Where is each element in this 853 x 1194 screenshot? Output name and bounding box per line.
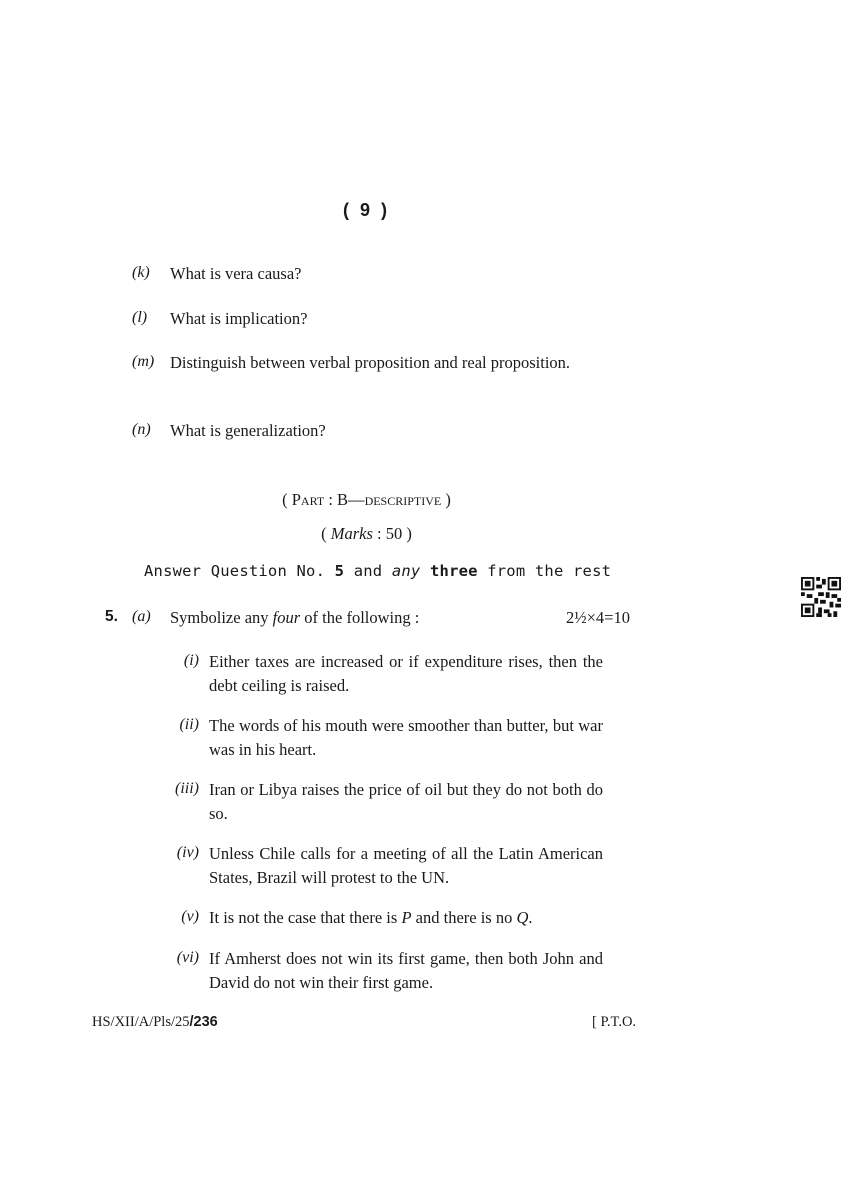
- question-5a-text: Symbolize any four of the following :: [170, 608, 420, 627]
- item-ii-text: The words of his mouth were smoother than butter, but war was in his heart.: [209, 716, 603, 759]
- item-iv-text: Unless Chile calls for a meeting of all the Latin American States, Brazil will protest to the UN.: [209, 844, 603, 887]
- question-5a-marks: 2½×4=10: [566, 608, 630, 627]
- item-vi-text: If Amherst does not win its first game, then both John and David do not win their first game.: [209, 949, 603, 992]
- question-l-label: (l): [132, 309, 148, 326]
- pto-label: [ P.T.O.: [592, 1014, 637, 1030]
- question-k-label: (k): [132, 264, 150, 281]
- item-iii-text: Iran or Libya raises the price of oil but they do not both do so.: [209, 780, 603, 823]
- qr-code: [801, 577, 841, 617]
- item-iii-label: (iii): [175, 780, 199, 797]
- part-b-heading: ( Part : B—descriptive ): [282, 490, 451, 509]
- question-n-label: (n): [132, 421, 151, 438]
- item-v-label: (v): [181, 908, 199, 925]
- answer-instruction: Answer Question No. 5 and any three from the rest: [144, 562, 612, 580]
- question-m-label: (m): [132, 353, 155, 370]
- item-ii-label: (ii): [179, 716, 199, 733]
- question-l-text: What is implication?: [170, 309, 308, 328]
- item-iv-label: (iv): [176, 844, 199, 861]
- item-i-label: (i): [183, 652, 199, 669]
- question-5-number: 5.: [105, 608, 118, 625]
- marks-line: ( Marks : 50 ): [321, 524, 412, 543]
- page-number: ( 9 ): [342, 200, 390, 220]
- question-5a-label: (a): [132, 608, 151, 625]
- question-k-text: What is vera causa?: [170, 264, 302, 283]
- question-m-text: Distinguish between verbal proposition and real proposition.: [170, 353, 571, 372]
- paper-code: HS/XII/A/Pls/25/236: [92, 1014, 218, 1030]
- item-vi-label: (vi): [176, 949, 199, 966]
- item-v-text: It is not the case that there is P and there is no Q.: [209, 908, 533, 927]
- question-n-text: What is generalization?: [170, 421, 326, 440]
- item-i-text: Either taxes are increased or if expenditure rises, then the debt ceiling is raised.: [209, 652, 603, 695]
